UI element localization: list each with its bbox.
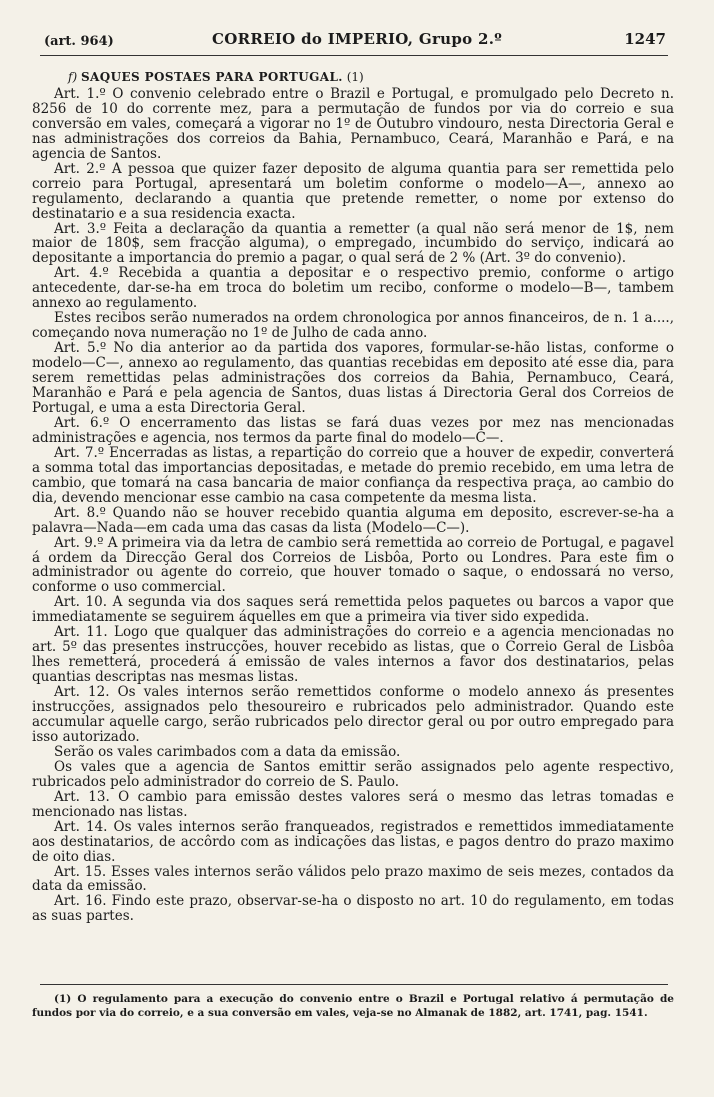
section-title <box>32 70 674 85</box>
footnote-rule <box>40 984 668 985</box>
article-12-santos: Os vales que a agencia de Santos emittir serão assignados pelo agente respectivo, rubricados pelo administrador do correio de S. Paulo. <box>32 758 674 790</box>
article-range: (art. 964) <box>44 34 114 49</box>
article-5: Art. 5.º No dia anterior ao da partida dos vapores, formular-se-hão listas, conforme o modelo—C—, annexo ao regulamento, das quantias recebidas em deposito até esse dia, para serem remettidas pelas administrações dos correios da Bahia, Pernambuco, Ceará, Maranhão e Pará e pela agencia de Santos, duas listas á Directoria Geral dos Correios de Portugal, e uma a esta Directoria Geral. <box>32 340 674 416</box>
header-rule <box>40 55 668 56</box>
article-9: Art. 9.º A primeira via da letra de cambio será remettida ao correio de Portugal, e pagavel á ordem da Direcção Geral dos Correios de Lisbôa, Porto ou Londres. Para este fim o administrador ou agente do correio, que houver tomado o saque, o endossará no verso, conforme o uso commercial. <box>32 534 674 596</box>
article-7: Art. 7.º Encerradas as listas, a repartição do correio que a houver de expedir, converterá a somma total das importancias depositadas, e metade do premio recebido, em uma letra de cambio, que tomará na casa bancaria de maior confiança da respectiva praça, ao cambio do dia, devendo mencionar esse cambio na casa competente da mesma lista. <box>32 444 674 506</box>
article-1: Art. 1.º O convenio celebrado entre o Brazil e Portugal, e promulgado pelo Decreto n. 8256 de 10 do corrente mez, para a permutação de fundos por via do correio e sua conversão em vales, começará a vigorar no 1º de Outubro vindouro, nesta Directoria Geral e nas administrações dos correios da Bahia, Pernambuco, Ceará, Maranhão e Pará, e na agencia de Santos. <box>32 85 674 162</box>
article-8: Art. 8.º Quando não se houver recebido quantia alguma em deposito, escrever-se-ha a palavra—Nada—em cada uma das casas da lista (Modelo—C—). <box>32 504 674 536</box>
article-3: Art. 3.º Feita a declaração da quantia a remetter (a qual não será menor de 1$, nem maior de 180$, sem fracção alguma), o empregado, incumbido do serviço, indicará ao depositante a importancia do premio a pagar, o qual será de 2 % (Art. 3º do convenio). <box>32 220 674 267</box>
article-10: Art. 10. A segunda via dos saques será remettida pelos paquetes ou barcos a vapor que immediatamente se seguirem áquelles em que a primeira via tiver sido expedida. <box>32 594 674 626</box>
article-11: Art. 11. Logo que qualquer das administrações do correio e a agencia mencionadas no art. 5º das presentes instrucções, houver recebido as listas, que o Correio Geral de Lisbôa lhes remetterá, procederá á emissão de vales internos a favor dos destinatarios, pelas quantias descriptas nas mesmas listas. <box>32 624 674 686</box>
article-12: Art. 12. Os vales internos serão remettidos conforme o modelo annexo ás presentes instrucções, assignados pelo thesoureiro e rubricados pelo administrador. Quando este accumular aquelle cargo, serão rubricados pelo director geral ou por outro empregado para isso autorizado. <box>32 684 674 745</box>
page-number: 1247 <box>624 30 666 48</box>
article-16: Art. 16. Findo este prazo, observar-se-ha o disposto no art. 10 do regulamento, em todas as suas partes. <box>32 893 674 925</box>
page-header <box>44 30 664 52</box>
article-2: Art. 2.º A pessoa que quizer fazer deposito de alguma quantia para ser remettida pelo correio para Portugal, apresentará um boletim conforme o modelo—A—, annexo ao regulamento, declarando a quantia que pretende remetter, o nome por extenso do destinatario e a sua residencia exacta. <box>32 160 674 222</box>
article-15: Art. 15. Esses vales internos serão válidos pelo prazo maximo de seis mezes, contados da data da emissão. <box>32 863 674 895</box>
article-6: Art. 6.º O encerramento das listas se fará duas vezes por mez nas mencionadas administrações e agencia, nos termos da parte final do modelo—C—. <box>32 414 674 446</box>
article-13: Art. 13. O cambio para emissão destes valores será o mesmo das letras tomadas e mencionado nas listas. <box>32 788 674 820</box>
article-4-recibos: Estes recibos serão numerados na ordem chronologica por annos financeiros, de n. 1 a...., começando nova numeração no 1º de Julho de cada anno. <box>32 310 674 342</box>
section-label: f) <box>68 70 78 84</box>
footnote-ref: (1) <box>346 70 364 84</box>
article-14: Art. 14. Os vales internos serão franqueados, registrados e remettidos immediatamente aos destinatarios, de accôrdo com as indicações das listas, e pagos dentro do prazo maximo de oito dias. <box>32 818 674 865</box>
article-12-carimbo: Serão os vales carimbados com a data da emissão. <box>54 743 401 760</box>
document-body <box>32 70 674 924</box>
article-4: Art. 4.º Recebida a quantia a depositar e o respectivo premio, conforme o artigo antecedente, dar-se-ha em troca do boletim um recibo, conforme o modelo—B—, tambem annexo ao regulamento. <box>32 265 674 312</box>
section-heading: SAQUES POSTAES PARA PORTUGAL. <box>80 70 343 84</box>
footnote: (1) O regulamento para a execução do convenio entre o Brazil e Portugal relativo á permutação de fundos por via do correio, e a sua conversão em vales, veja-se no Almanak de 1882, art. 1741, pag. 1541. <box>32 993 674 1019</box>
running-title: CORREIO do IMPERIO, Grupo 2.º <box>212 30 503 48</box>
